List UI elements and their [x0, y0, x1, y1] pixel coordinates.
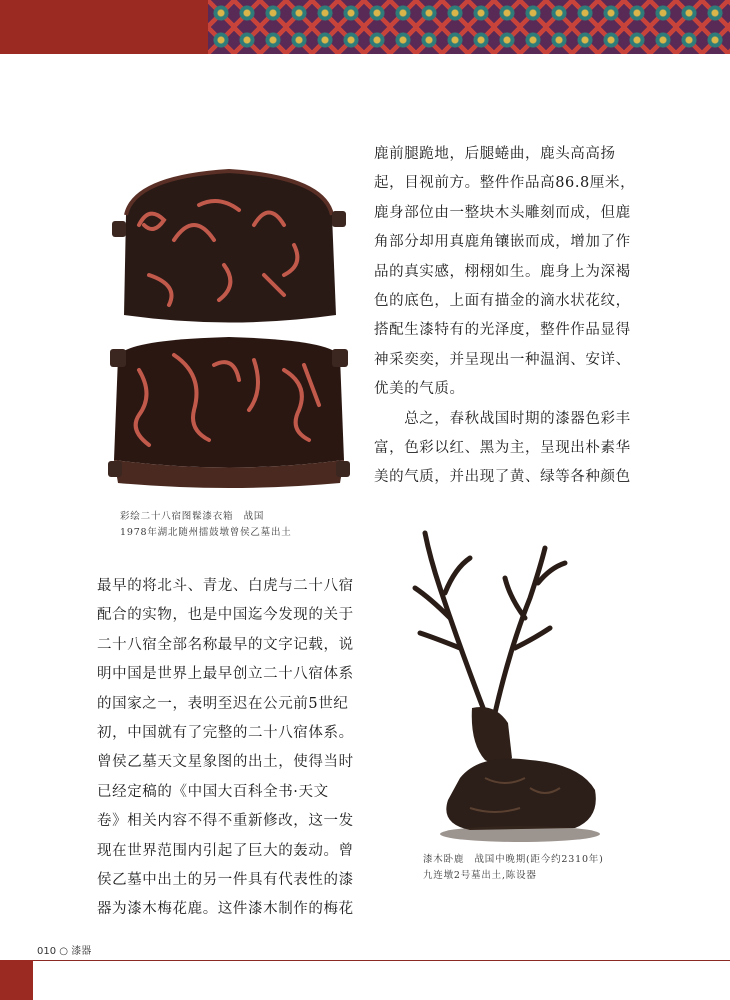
- footer-page-label: [37, 942, 91, 957]
- lacquer-deer-caption: [423, 852, 653, 884]
- page-number: 010: [37, 946, 57, 957]
- lacquer-deer-photo: [400, 528, 610, 846]
- lacquer-deer-caption-source: 九连墩2号墓出土,陈设器: [423, 870, 537, 881]
- body-text-left-column: 最早的将北斗、青龙、白虎与二十八宿 配合的实物，也是中国迄今发现的关于 二十八宿全部名称最早的文字记载，说 明中国是世界上最早创立二十八宿体系 的国家之一，表明至迟在公元前5世纪 初，中国就有了完整的二十八宿体系。 曾侯乙墓天文星象图的出土，使得当时 已经定稿的《中国大百科全书·天文 卷》相关内容不得不重新修改，这一发 现在世界范围内引起了巨大的轰动。曾 侯乙墓中出土的另一件具有代表性的漆 器为漆木梅花鹿。这件漆木制作的梅花: [97, 578, 354, 918]
- footer-rule: [0, 960, 730, 961]
- body-text-right-column: 鹿前腿跪地，后腿蜷曲，鹿头高高扬 起，目视前方。整件作品高86.8厘米， 鹿身部位由一整块木头雕刻而成，但鹿 角部分却用真鹿角镶嵌而成，增加了作 品的真实感，栩栩如生。鹿身上为深褐 色的底色，上面有描金的滴水状花纹， 搭配生漆特有的光泽度，整件作品显得 神采奕奕，并呈现出一种温润、安详、 优美的气质。 总之，春秋战国时期的漆器色彩丰 富，色彩以红、黑为主，呈现出朴素华 美的气质，并出现了黄、绿等各种颜色: [374, 146, 636, 486]
- lacquer-box-caption-title: 彩绘二十八宿图髹漆衣箱 战国: [120, 511, 265, 522]
- header-color-band: [0, 0, 208, 54]
- section-title: 漆器: [71, 946, 92, 957]
- lacquer-deer-caption-title: 漆木卧鹿 战国中晚期(距今约2310年): [423, 854, 604, 865]
- lacquer-box-caption-source: 1978年湖北随州擂鼓墩曾侯乙墓出土: [120, 527, 292, 538]
- footer-separator-icon: ○: [59, 946, 69, 957]
- footer-color-block: [0, 960, 33, 1000]
- lacquer-box-caption: [120, 509, 360, 541]
- header-ornament-pattern: [208, 0, 730, 54]
- lacquer-box-photo: [104, 165, 354, 493]
